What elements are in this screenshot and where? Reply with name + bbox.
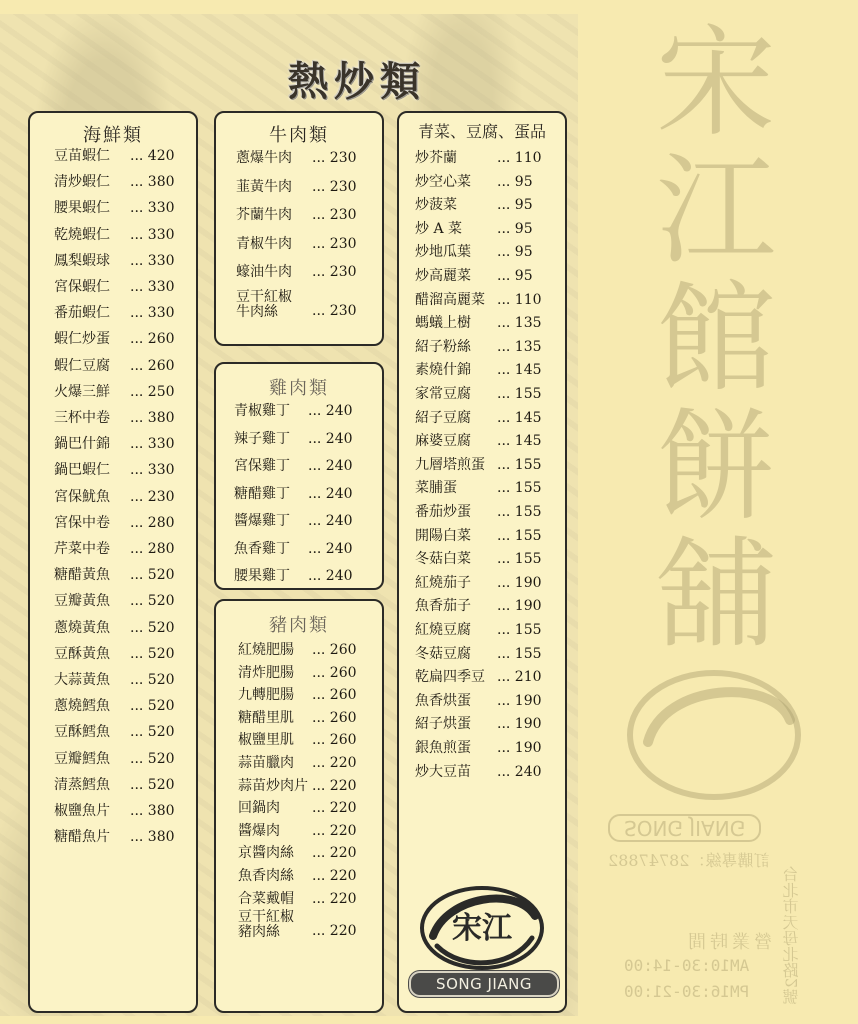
menu-item-name: 乾扁四季豆 — [415, 669, 485, 686]
ghost-logo — [624, 660, 804, 810]
menu-item — [399, 595, 565, 617]
menu-item-name: 韮黃牛肉 — [236, 178, 292, 195]
menu-item-name: 蒜苗臘肉 — [238, 755, 294, 771]
menu-item-price: ... 135 — [497, 315, 542, 332]
menu-item-price: ... 380 — [130, 803, 175, 819]
menu-item-price: ... 330 — [130, 462, 175, 479]
menu-item — [30, 512, 196, 534]
menu-item — [216, 538, 382, 560]
menu-item-price: ... 190 — [497, 598, 542, 615]
menu-item — [30, 276, 196, 298]
menu-item-price: ... 330 — [130, 252, 175, 269]
menu-item-name: 椒鹽里肌 — [238, 732, 294, 749]
category-title-pork: 豬肉類 — [269, 615, 329, 636]
menu-item — [399, 430, 565, 452]
menu-item-price: ... 190 — [497, 716, 542, 733]
menu-item-name: 蔥燒鱈魚 — [54, 698, 110, 715]
menu-item — [399, 407, 565, 429]
menu-item — [216, 662, 382, 684]
menu-item-name: 炒空心菜 — [415, 173, 471, 190]
menu-item-name: 清炸肥腸 — [238, 664, 294, 681]
menu-item — [216, 147, 382, 169]
menu-page — [0, 14, 578, 1016]
menu-item-price: ... 95 — [497, 268, 533, 284]
menu-item-price: ... 155 — [497, 551, 542, 568]
menu-item — [399, 383, 565, 405]
menu-item-name: 宮保魷魚 — [54, 488, 110, 505]
menu-item-name: 九層塔煎蛋 — [415, 456, 485, 473]
menu-item-name: 紹子烘蛋 — [415, 716, 471, 733]
menu-item — [216, 639, 382, 661]
category-vegetables — [397, 111, 567, 1013]
menu-item-name: 豆干紅椒 牛肉絲 — [236, 288, 292, 320]
menu-item-price: ... 145 — [497, 433, 542, 450]
menu-item — [216, 565, 382, 587]
menu-item — [399, 761, 565, 783]
menu-item-price: ... 230 — [130, 488, 175, 505]
menu-item — [216, 729, 382, 751]
menu-item — [216, 233, 382, 255]
menu-item-name: 糖醋里肌 — [238, 709, 294, 726]
menu-title: 熱炒類 — [288, 58, 426, 105]
menu-item-price: ... 95 — [497, 197, 533, 214]
menu-item-price: ... 220 — [312, 822, 357, 839]
menu-item-price: ... 280 — [130, 541, 175, 557]
menu-item-price: ... 230 — [312, 207, 357, 223]
ghost-phone: 訂購專線：28747882 — [608, 851, 770, 870]
menu-item — [399, 737, 565, 759]
menu-item-name: 鳳梨蝦球 — [54, 252, 110, 269]
menu-item-price: ... 260 — [312, 664, 357, 681]
menu-item-price: ... 230 — [312, 264, 357, 280]
category-title-beef: 牛肉類 — [269, 125, 329, 146]
category-seafood — [28, 111, 198, 1013]
menu-item-price: ... 230 — [312, 235, 357, 252]
menu-item-name: 清炒蝦仁 — [54, 174, 110, 191]
menu-item-name: 椒鹽魚片 — [54, 803, 110, 819]
menu-item — [30, 826, 196, 848]
ghost-brand-plate: SONG JIANG — [608, 814, 761, 842]
menu-item — [30, 695, 196, 717]
menu-item-price: ... 330 — [130, 279, 175, 295]
menu-item-name: 紅燒茄子 — [415, 574, 471, 591]
menu-item-name: 乾燒蝦仁 — [54, 226, 110, 243]
menu-item-price: ... 220 — [312, 800, 357, 817]
menu-item-price: ... 95 — [497, 244, 533, 261]
menu-item-price: ... 240 — [308, 513, 353, 529]
menu-item — [399, 336, 565, 358]
menu-item-name: 菜脯蛋 — [415, 480, 457, 497]
menu-item-name: 麻婆豆腐 — [415, 433, 471, 450]
menu-item-name: 冬菇白菜 — [415, 551, 471, 568]
menu-item — [399, 690, 565, 712]
menu-item — [216, 820, 382, 842]
menu-item-price: ... 330 — [130, 226, 175, 243]
menu-item — [30, 381, 196, 403]
menu-item-name: 蒜苗炒肉片 — [238, 777, 308, 794]
menu-item-price: ... 110 — [497, 150, 542, 166]
menu-item-name: 蠔油牛肉 — [236, 264, 292, 280]
menu-item-price: ... 95 — [497, 173, 533, 190]
category-chicken — [214, 362, 384, 590]
menu-item — [30, 250, 196, 272]
menu-item-name: 蝦仁炒蛋 — [54, 331, 110, 348]
menu-item — [30, 721, 196, 743]
menu-item-name: 糖醋魚片 — [54, 829, 110, 846]
menu-item-price: ... 330 — [130, 200, 175, 217]
menu-item — [30, 224, 196, 246]
menu-item — [216, 510, 382, 532]
menu-item-price: ... 135 — [497, 338, 542, 355]
ghost-hours-label: 營業時間 — [684, 932, 772, 953]
menu-item-name: 青椒雞丁 — [234, 403, 290, 419]
menu-item-price: ... 260 — [312, 642, 357, 658]
menu-item-price: ... 280 — [130, 514, 175, 531]
menu-item-name: 醋溜高麗菜 — [415, 291, 485, 308]
menu-item — [30, 590, 196, 612]
menu-item-name: 番茄炒蛋 — [415, 504, 471, 520]
menu-item-name: 開陽白菜 — [415, 527, 471, 544]
menu-item — [216, 204, 382, 226]
menu-item-price: ... 220 — [312, 845, 357, 862]
menu-item-price: ... 330 — [130, 436, 175, 453]
menu-item-price: ... 240 — [497, 763, 542, 780]
menu-item — [399, 666, 565, 688]
menu-item — [399, 218, 565, 240]
menu-item-name: 糖醋黃魚 — [54, 567, 110, 584]
menu-item-name: 大蒜黃魚 — [54, 672, 110, 688]
menu-item — [216, 400, 382, 422]
menu-item-name: 醬爆肉 — [238, 822, 280, 839]
back-page-show-through — [584, 0, 858, 1024]
menu-item-name: 魚香肉絲 — [238, 868, 294, 884]
menu-item — [30, 171, 196, 193]
menu-item — [399, 171, 565, 193]
menu-item — [399, 241, 565, 263]
menu-item-name: 紅燒豆腐 — [415, 622, 471, 638]
ghost-hours-am: AM10:30-14:00 — [624, 956, 750, 975]
logo-characters: 宋江 — [452, 911, 512, 946]
menu-item-name: 豆瓣鱈魚 — [54, 750, 110, 767]
menu-item-price: ... 220 — [312, 923, 357, 940]
menu-item-price: ... 240 — [308, 458, 353, 474]
menu-item-name: 炒 A 菜 — [415, 220, 463, 237]
menu-item-price: ... 190 — [497, 692, 542, 709]
menu-item — [30, 433, 196, 455]
menu-item-price: ... 260 — [130, 331, 175, 348]
category-title-seafood: 海鮮類 — [83, 125, 143, 146]
menu-item — [216, 752, 382, 774]
menu-item — [216, 684, 382, 706]
menu-item-price: ... 260 — [312, 687, 357, 704]
menu-item — [30, 407, 196, 429]
menu-item-name: 炒大豆苗 — [415, 763, 471, 780]
menu-item-price: ... 520 — [130, 776, 175, 793]
menu-item-name: 京醬肉絲 — [238, 845, 294, 862]
menu-item — [216, 797, 382, 819]
menu-item-price: ... 520 — [130, 750, 175, 767]
menu-item-price: ... 155 — [497, 480, 542, 497]
menu-item-price: ... 110 — [497, 291, 542, 308]
menu-item-name: 豆苗蝦仁 — [54, 148, 110, 164]
menu-item-name: 腰果雞丁 — [234, 568, 290, 584]
menu-item-name: 鍋巴蝦仁 — [54, 462, 110, 479]
menu-item-price: ... 420 — [130, 148, 175, 164]
menu-item — [30, 197, 196, 219]
menu-item — [399, 477, 565, 499]
menu-item-price: ... 145 — [497, 409, 542, 426]
menu-item-name: 炒地瓜葉 — [415, 244, 471, 261]
menu-item — [216, 455, 382, 477]
menu-item-name: 清蒸鱈魚 — [54, 776, 110, 793]
menu-item-name: 螞蟻上樹 — [415, 315, 471, 332]
menu-item — [216, 888, 382, 910]
menu-item-price: ... 240 — [308, 485, 353, 502]
menu-item-price: ... 240 — [308, 540, 353, 557]
menu-item-name: 火爆三鮮 — [54, 383, 110, 400]
menu-item — [216, 428, 382, 450]
menu-item-price: ... 520 — [130, 672, 175, 688]
menu-item-price: ... 380 — [130, 410, 175, 426]
menu-item — [30, 328, 196, 350]
menu-item — [399, 525, 565, 547]
menu-item — [399, 619, 565, 641]
menu-item — [399, 572, 565, 594]
menu-item-price: ... 520 — [130, 593, 175, 610]
menu-item-price: ... 230 — [312, 302, 357, 319]
menu-item-price: ... 190 — [497, 574, 542, 591]
menu-item-price: ... 145 — [497, 362, 542, 379]
menu-item-name: 三杯中卷 — [54, 410, 110, 426]
menu-item-name: 青椒牛肉 — [236, 235, 292, 252]
menu-item — [30, 302, 196, 324]
category-beef — [214, 111, 384, 346]
menu-item-name: 素燒什錦 — [415, 362, 471, 379]
menu-item-name: 蝦仁豆腐 — [54, 357, 110, 374]
menu-item — [399, 359, 565, 381]
menu-item — [399, 643, 565, 665]
menu-item-price: ... 155 — [497, 386, 542, 402]
menu-item-price: ... 155 — [497, 645, 542, 662]
menu-item — [216, 775, 382, 797]
menu-item-name: 番茄蝦仁 — [54, 305, 110, 322]
menu-item-price: ... 380 — [130, 829, 175, 846]
menu-item-price: ... 230 — [312, 150, 357, 166]
menu-item-price: ... 210 — [497, 669, 542, 686]
menu-item-price: ... 520 — [130, 724, 175, 741]
menu-item-price: ... 240 — [308, 430, 353, 447]
menu-item — [216, 842, 382, 864]
menu-item-name: 宮保中卷 — [54, 514, 110, 531]
menu-item-price: ... 520 — [130, 619, 175, 636]
menu-item-price: ... 380 — [130, 174, 175, 191]
menu-item-name: 冬菇豆腐 — [415, 645, 471, 662]
menu-item-name: 家常豆腐 — [415, 386, 471, 402]
menu-item-price: ... 220 — [312, 868, 357, 884]
menu-item — [399, 548, 565, 570]
menu-item-price: ... 220 — [312, 890, 357, 907]
ghost-restaurant-name: 宋江館餅舖 — [656, 14, 776, 665]
menu-item-name: 芥蘭牛肉 — [236, 207, 292, 223]
menu-item — [216, 176, 382, 198]
menu-item-name: 醬爆雞丁 — [234, 513, 290, 529]
menu-item — [30, 564, 196, 586]
menu-item — [30, 355, 196, 377]
menu-item-price: ... 240 — [308, 568, 353, 584]
menu-item-name: 辣子雞丁 — [234, 430, 290, 447]
menu-item-price: ... 520 — [130, 567, 175, 584]
menu-item-price: ... 520 — [130, 698, 175, 715]
menu-item — [399, 501, 565, 523]
menu-item-price: ... 190 — [497, 740, 542, 756]
menu-item — [399, 194, 565, 216]
menu-item-price: ... 155 — [497, 527, 542, 544]
menu-item — [30, 800, 196, 822]
menu-item-price: ... 155 — [497, 622, 542, 638]
menu-item-name: 銀魚煎蛋 — [415, 740, 471, 756]
menu-item-name: 芹菜中卷 — [54, 541, 110, 557]
menu-item-price: ... 220 — [312, 777, 357, 794]
menu-item-name: 炒菠菜 — [415, 197, 457, 214]
menu-item-name: 宮保雞丁 — [234, 458, 290, 474]
menu-item-name: 炒芥蘭 — [415, 150, 457, 166]
menu-item — [30, 459, 196, 481]
menu-item — [30, 748, 196, 770]
menu-item-name: 豆酥黃魚 — [54, 645, 110, 662]
menu-item-name: 紹子豆腐 — [415, 409, 471, 426]
menu-item — [30, 643, 196, 665]
menu-item-name: 蔥爆牛肉 — [236, 150, 292, 166]
category-title-vegetables: 青菜、豆腐、蛋品 — [417, 122, 546, 141]
ghost-address: 台北市天母北路2號 — [782, 866, 801, 1005]
menu-item — [399, 713, 565, 735]
menu-item-price: ... 155 — [497, 504, 542, 520]
menu-item-price: ... 520 — [130, 645, 175, 662]
menu-item-price: ... 95 — [497, 220, 533, 237]
menu-item-name: 糖醋雞丁 — [234, 485, 290, 502]
menu-item — [399, 289, 565, 311]
menu-item-name: 紹子粉絲 — [415, 338, 471, 355]
menu-item-price: ... 220 — [312, 755, 357, 771]
menu-item-name: 腰果蝦仁 — [54, 200, 110, 217]
menu-item-name: 魚香烘蛋 — [415, 692, 471, 709]
menu-item-price: ... 240 — [308, 403, 353, 419]
menu-item-price: ... 260 — [130, 357, 175, 374]
menu-item-name: 魚香雞丁 — [234, 540, 290, 557]
menu-item — [216, 910, 382, 944]
menu-item-name: 回鍋肉 — [238, 800, 280, 817]
menu-item — [216, 707, 382, 729]
menu-item — [216, 865, 382, 887]
menu-item — [30, 486, 196, 508]
menu-item-name: 炒高麗菜 — [415, 268, 471, 284]
menu-item-name: 魚香茄子 — [415, 598, 471, 615]
menu-item-name: 紅燒肥腸 — [238, 642, 294, 658]
menu-item-price: ... 330 — [130, 305, 175, 322]
menu-item-name: 豆酥鱈魚 — [54, 724, 110, 741]
menu-item — [30, 538, 196, 560]
menu-item-name: 豆干紅椒 豬肉絲 — [238, 909, 294, 941]
category-title-chicken: 雞肉類 — [269, 378, 329, 399]
menu-item — [30, 145, 196, 167]
menu-item — [399, 147, 565, 169]
menu-item-price: ... 260 — [312, 732, 357, 749]
menu-item — [399, 454, 565, 476]
menu-item — [30, 669, 196, 691]
menu-item-price: ... 155 — [497, 456, 542, 473]
menu-item-name: 鍋巴什錦 — [54, 436, 110, 453]
menu-item — [399, 265, 565, 287]
menu-item — [216, 290, 382, 324]
menu-item-name: 九轉肥腸 — [238, 687, 294, 704]
menu-item — [216, 261, 382, 283]
ghost-hours-pm: PM16:30-21:00 — [624, 982, 750, 1001]
menu-item — [30, 774, 196, 796]
brand-name-plate: SONG JIANG — [409, 971, 559, 997]
menu-item-name: 蔥燒黃魚 — [54, 619, 110, 636]
menu-item-price: ... 260 — [312, 709, 357, 726]
menu-item-price: ... 250 — [130, 383, 175, 400]
category-pork — [214, 599, 384, 1013]
menu-item — [399, 312, 565, 334]
menu-item — [216, 483, 382, 505]
menu-item — [30, 617, 196, 639]
menu-item-price: ... 230 — [312, 178, 357, 195]
menu-item-name: 豆瓣黃魚 — [54, 593, 110, 610]
menu-item-name: 合菜戴帽 — [238, 890, 294, 907]
menu-item-name: 宮保蝦仁 — [54, 279, 110, 295]
